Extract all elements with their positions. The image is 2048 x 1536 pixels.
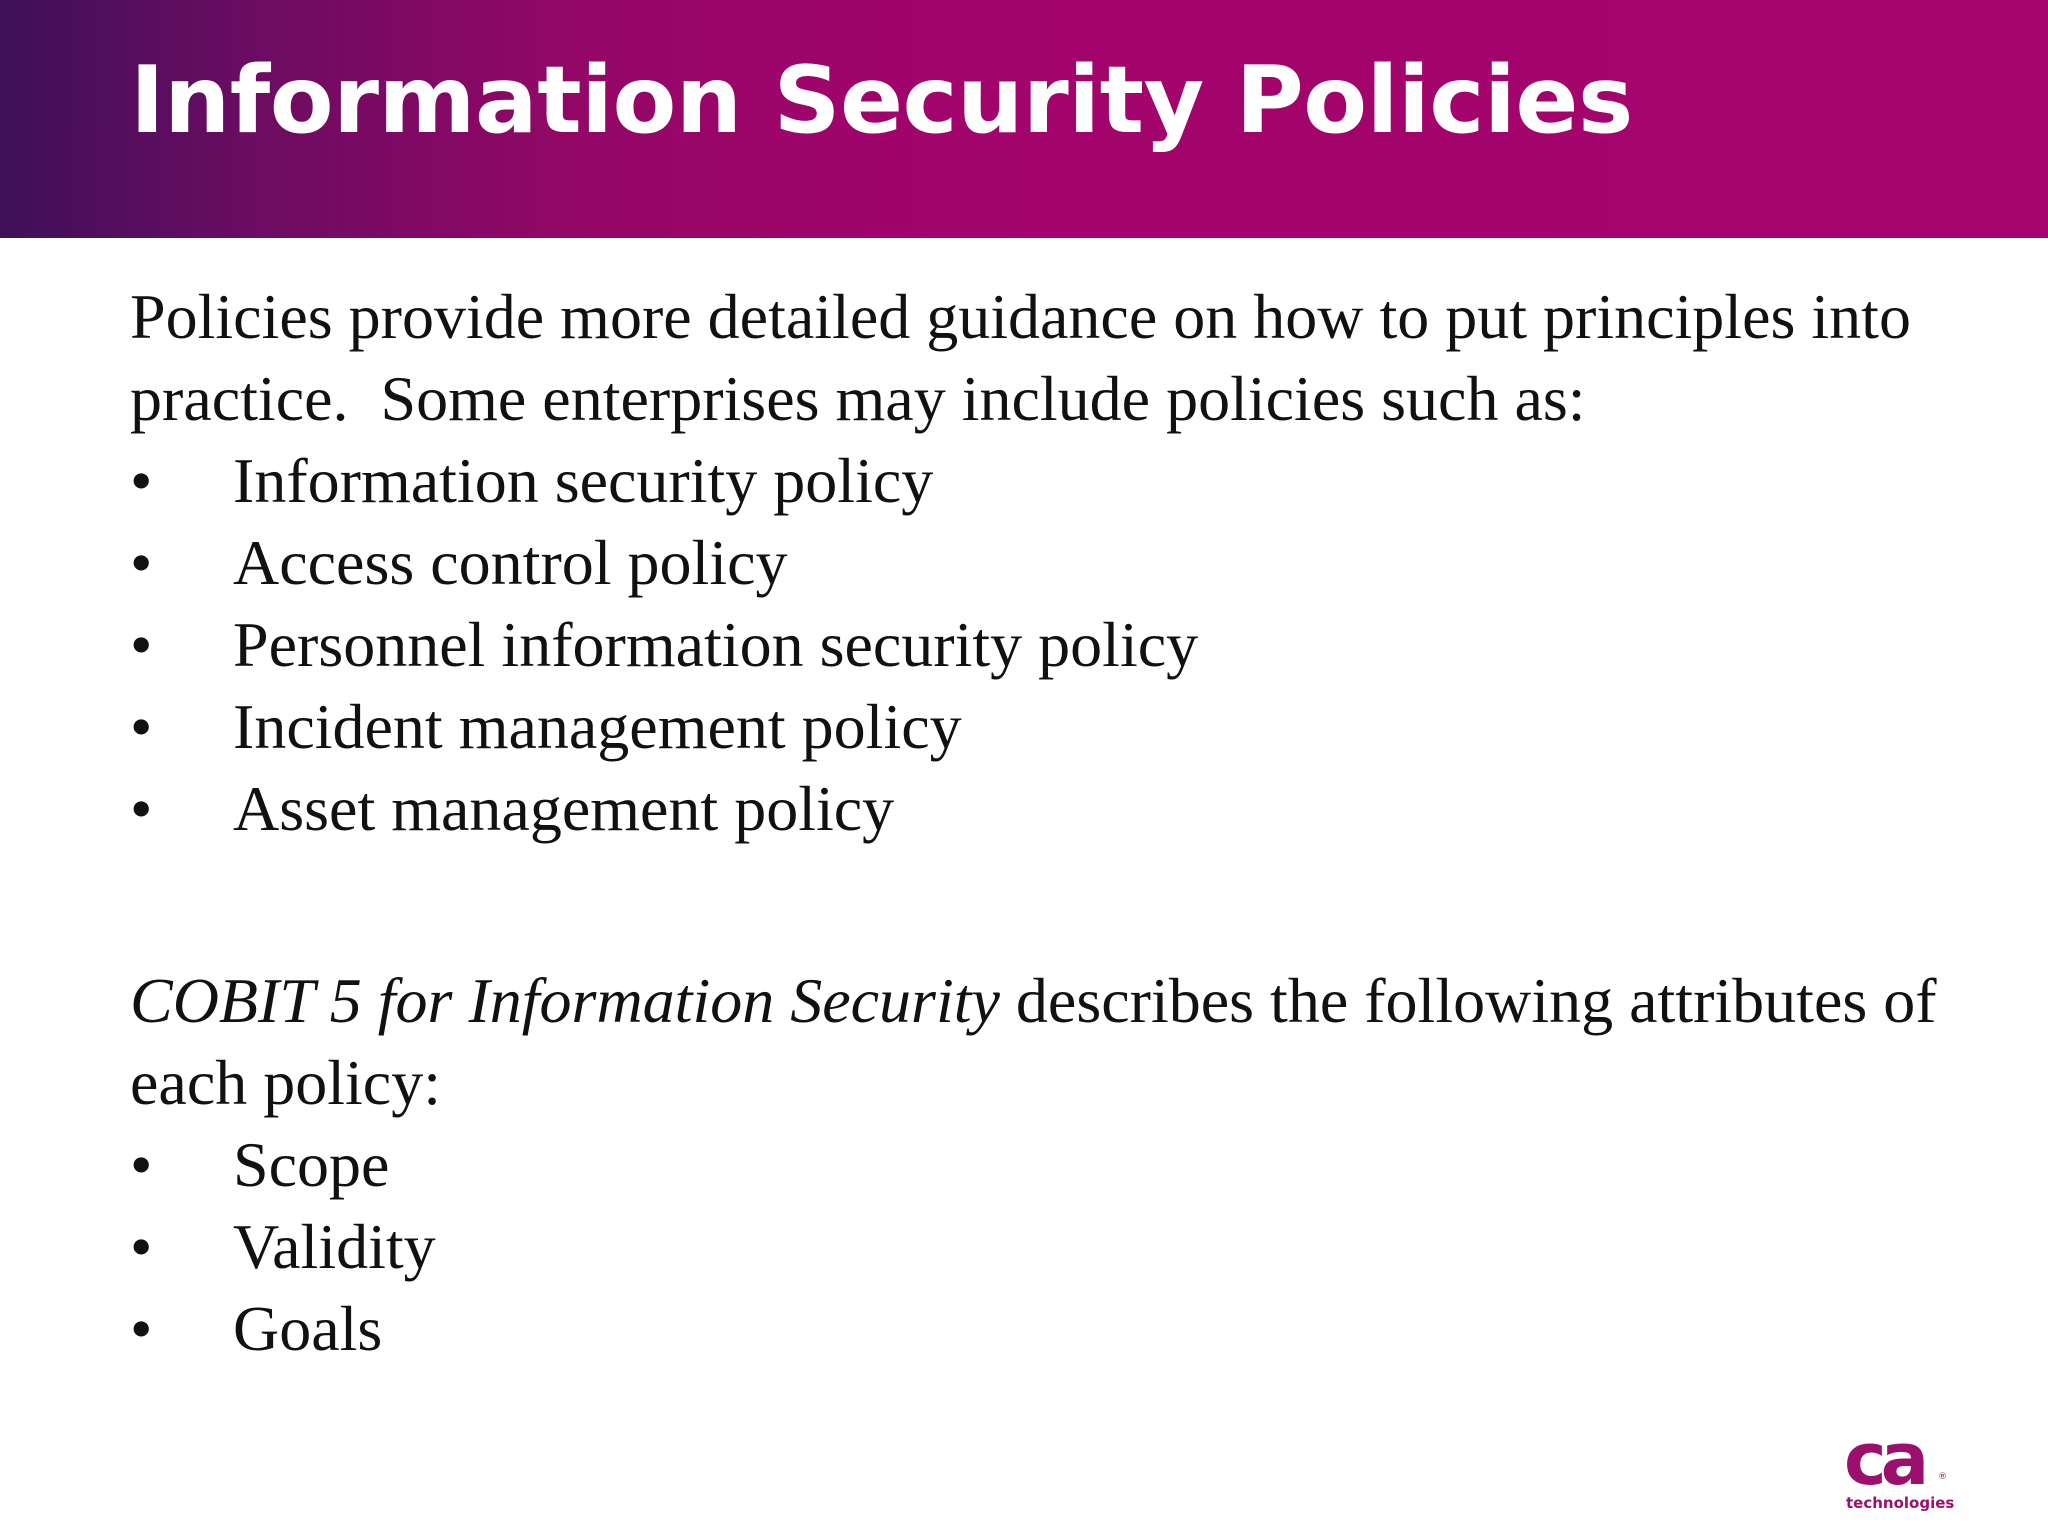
bullet-icon: • xyxy=(130,609,153,680)
policy-item-label: Access control policy xyxy=(233,527,788,598)
bullet-icon: • xyxy=(130,527,153,598)
policy-list xyxy=(130,440,1990,850)
bullet-icon: • xyxy=(130,1129,153,1200)
list-item xyxy=(130,440,1990,522)
logo-mark: ca xyxy=(1844,1417,1924,1501)
list-item xyxy=(130,1288,1990,1370)
section-spacer xyxy=(130,850,1990,960)
attribute-item-label: Validity xyxy=(233,1211,436,1282)
list-item xyxy=(130,522,1990,604)
bullet-icon: • xyxy=(130,445,153,516)
list-item xyxy=(130,604,1990,686)
attribute-list xyxy=(130,1124,1990,1370)
list-item xyxy=(130,686,1990,768)
policy-item-label: Asset management policy xyxy=(233,773,895,844)
header-band xyxy=(0,0,2048,238)
bullet-icon: • xyxy=(130,1211,153,1282)
bullet-icon: • xyxy=(130,1293,153,1364)
attribute-item-label: Goals xyxy=(233,1293,383,1364)
policy-item-label: Incident management policy xyxy=(233,691,962,762)
list-item xyxy=(130,1206,1990,1288)
policy-item-label: Information security policy xyxy=(233,445,934,516)
bullet-icon: • xyxy=(130,773,153,844)
intro-paragraph: Policies provide more detailed guidance on how to put principles into practice. Some enterprises may include policies such as: xyxy=(130,281,1911,434)
slide-title: Information Security Policies xyxy=(130,46,1633,154)
logo-tagline: technologies xyxy=(1846,1494,1955,1512)
attribute-item-label: Scope xyxy=(233,1129,390,1200)
list-item xyxy=(130,1124,1990,1206)
list-item xyxy=(130,768,1990,850)
cobit-title: COBIT 5 for Information Security xyxy=(130,965,1000,1036)
cobit-description: describes the following attributes of each policy: xyxy=(130,965,1937,1118)
registered-mark: ® xyxy=(1938,1472,1947,1482)
policy-item-label: Personnel information security policy xyxy=(233,609,1199,680)
cobit-paragraph xyxy=(130,960,1990,1124)
slide-content xyxy=(130,276,1990,1370)
bullet-icon: • xyxy=(130,691,153,762)
ca-technologies-logo xyxy=(1844,1417,1955,1514)
